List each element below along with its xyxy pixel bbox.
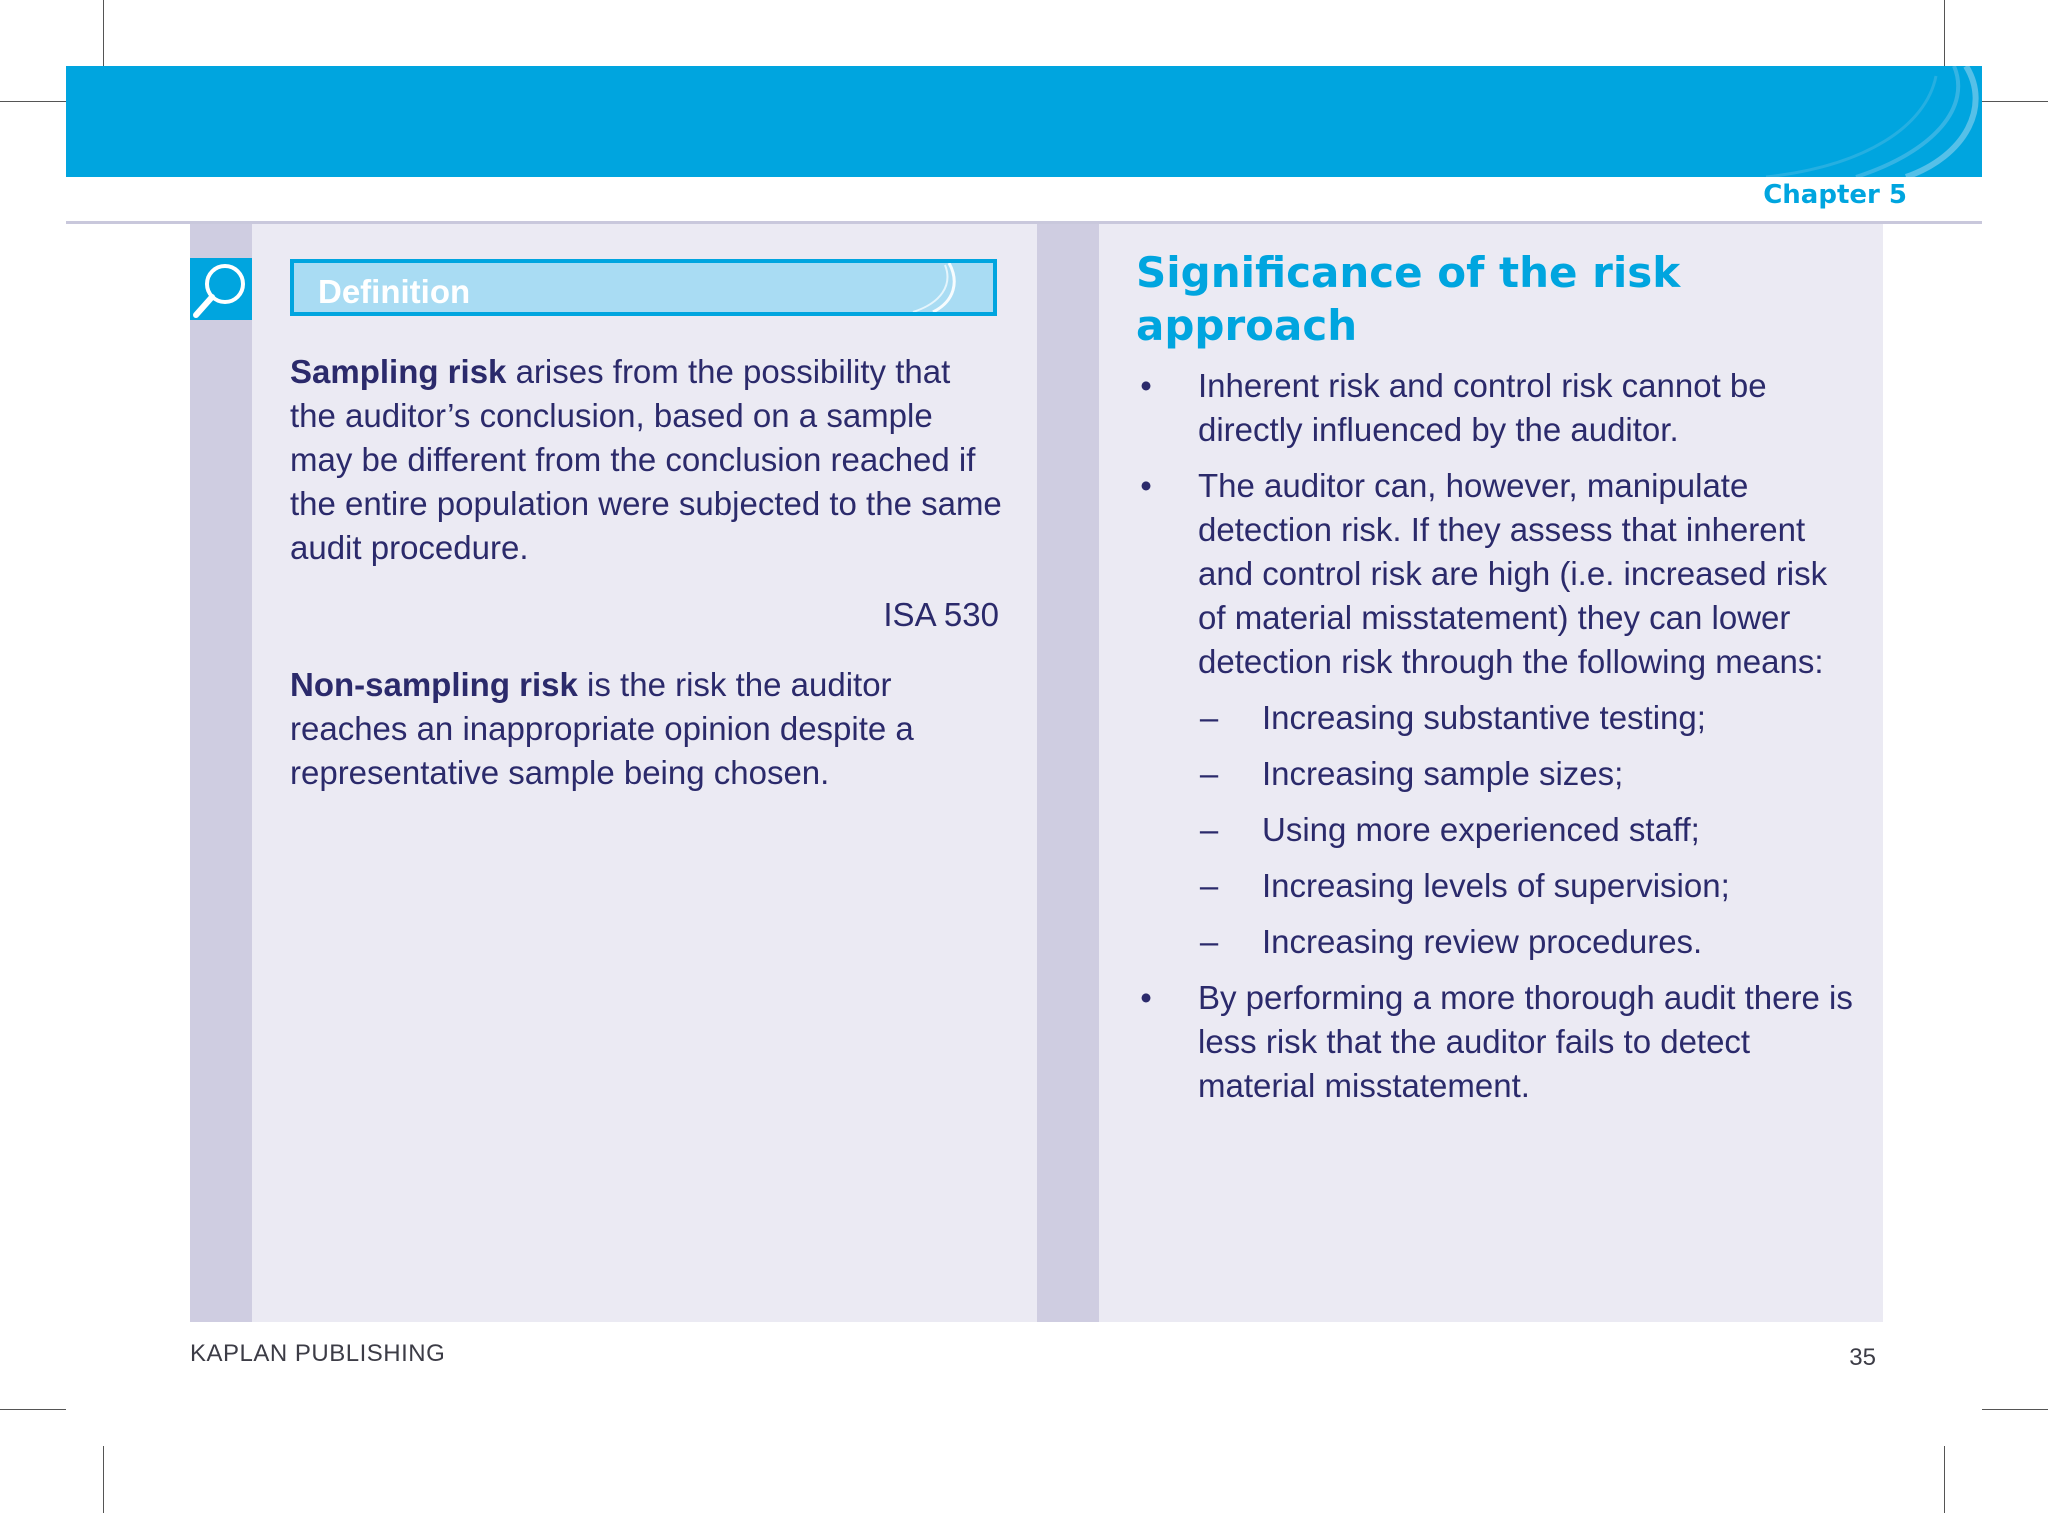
list-item xyxy=(1136,364,1856,452)
sub-list-item xyxy=(1136,808,1856,852)
sub-list-item xyxy=(1136,864,1856,908)
page-number: 35 xyxy=(1849,1344,1876,1371)
bullet-mark: • xyxy=(1140,979,1152,1016)
publisher-label: KAPLAN PUBLISHING xyxy=(190,1340,446,1367)
definition-title: Definition xyxy=(318,273,471,310)
chapter-label: Chapter 5 xyxy=(1763,180,1907,210)
isa-reference: ISA 530 xyxy=(883,596,999,633)
sub-list-item-text: Increasing review procedures. xyxy=(1262,923,1703,960)
right-panel-strip xyxy=(1037,224,1099,1322)
dash-mark: – xyxy=(1199,699,1219,736)
sub-list-item-text: Increasing levels of supervision; xyxy=(1262,867,1730,904)
sub-list-item xyxy=(1136,920,1856,964)
crop-mark xyxy=(1982,101,2048,102)
sampling-risk-term: Sampling risk xyxy=(290,353,507,390)
dash-mark: – xyxy=(1199,811,1219,848)
crop-mark xyxy=(1944,0,1945,66)
title-bar-swoosh-graphic xyxy=(893,263,973,312)
list-item-text: The auditor can, however, manipulate detection risk. If they assess that inherent and control risk are high (i.e. increased risk of material misstatement) they can lower detection risk through the following means: xyxy=(1198,467,1828,680)
sampling-risk-text: arises from the possibility that the auditor’s conclusion, based on a sample may be different from the conclusion reached if the entire population were subjected to the same audit procedure. xyxy=(290,353,1002,566)
list-item xyxy=(1136,976,1856,1108)
list-item xyxy=(1136,464,1856,684)
bullet-mark: • xyxy=(1140,467,1152,504)
sub-list-item xyxy=(1136,696,1856,740)
crop-mark xyxy=(0,101,66,102)
list-item-text: Inherent risk and control risk cannot be directly influenced by the auditor. xyxy=(1198,367,1767,448)
non-sampling-risk-definition xyxy=(290,663,1002,795)
sampling-risk-definition xyxy=(290,350,1002,570)
crop-mark xyxy=(0,1409,66,1410)
non-sampling-risk-term: Non-sampling risk xyxy=(290,666,578,703)
sub-list-item xyxy=(1136,752,1856,796)
sub-list-item-text: Using more experienced staff; xyxy=(1262,811,1700,848)
dash-mark: – xyxy=(1199,867,1219,904)
crop-mark xyxy=(103,1446,104,1513)
header-banner xyxy=(66,66,1982,177)
magnifier-icon xyxy=(190,258,252,320)
crop-mark xyxy=(1982,1409,2048,1410)
crop-mark xyxy=(1944,1446,1945,1513)
dash-mark: – xyxy=(1199,923,1219,960)
left-panel-strip xyxy=(190,224,252,1322)
sub-list-item-text: Increasing sample sizes; xyxy=(1262,755,1624,792)
sub-list-item-text: Increasing substantive testing; xyxy=(1262,699,1706,736)
dash-mark: – xyxy=(1199,755,1219,792)
non-sampling-risk-text: is the risk the auditor reaches an inappropriate opinion despite a representative sample being chosen. xyxy=(290,666,914,791)
banner-swoosh-graphic xyxy=(66,66,1982,177)
definition-title-bar xyxy=(290,259,997,316)
significance-heading: Significance of the risk approach xyxy=(1136,248,1681,350)
crop-mark xyxy=(103,0,104,66)
significance-list xyxy=(1136,364,1856,1120)
bullet-mark: • xyxy=(1140,367,1152,404)
list-item-text: By performing a more thorough audit there is less risk that the auditor fails to detect material misstatement. xyxy=(1198,979,1853,1104)
